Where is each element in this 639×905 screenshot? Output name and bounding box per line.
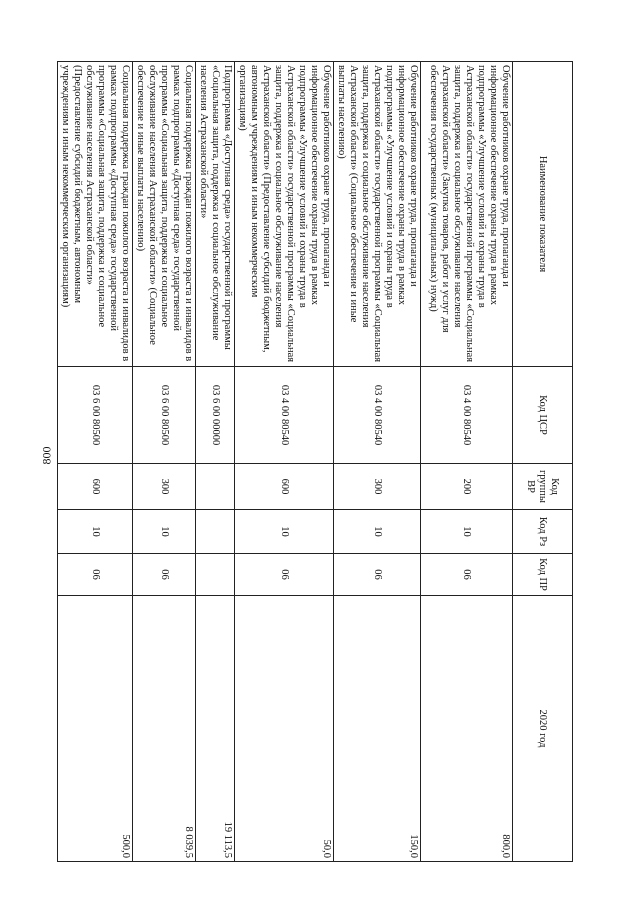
row-csr: 03 6 00 00000 (196, 367, 235, 464)
row-name: Социальная поддержка граждан пожилого возраста и инвалидов в рамках подпрограммы «Доступная среда» государственной программы «Социальная защита, поддержка и социальное обслуживание населения Астраханской области» (Социальное обеспечение и иные выплаты населению) (133, 62, 196, 367)
row-pr (196, 554, 235, 596)
row-pr: 06 (421, 554, 513, 596)
row-csr: 03 4 00 80540 (421, 367, 513, 464)
header-csr: Код ЦСР (513, 367, 573, 464)
row-amount: 8 039,5 (133, 596, 196, 862)
row-rz: 10 (58, 510, 133, 554)
row-pr: 06 (235, 554, 334, 596)
page-number: 800 (39, 446, 54, 465)
row-vr: 600 (58, 464, 133, 510)
header-vr: Код группы ВР (513, 464, 573, 510)
table-row (235, 62, 334, 862)
row-name: Обучение работников охране труда, пропаганда и информационное обеспечение охраны труда в рамках подпрограммы «Улучшение условий и охраны труда в Астраханской области» государственной программы «Социальная защита, поддержка и социальное обслуживание населения Астраханской области» (Социальное обеспечение и иные выплаты населению) (334, 62, 421, 367)
row-rz: 10 (334, 510, 421, 554)
table-row (196, 62, 235, 862)
row-pr: 06 (334, 554, 421, 596)
row-amount: 800,0 (421, 596, 513, 862)
row-amount: 19 113,5 (196, 596, 235, 862)
row-rz: 10 (133, 510, 196, 554)
row-pr: 06 (133, 554, 196, 596)
row-rz (196, 510, 235, 554)
row-vr: 300 (334, 464, 421, 510)
header-rz: Код Рз (513, 510, 573, 554)
row-csr: 03 6 00 80500 (133, 367, 196, 464)
header-name: Наименование показателя (513, 62, 573, 367)
header-pr: Код ПР (513, 554, 573, 596)
row-vr: 300 (133, 464, 196, 510)
budget-table (57, 61, 573, 862)
row-pr: 06 (58, 554, 133, 596)
header-year: 2020 год (513, 596, 573, 862)
table-row (133, 62, 196, 862)
row-name: Обучение работников охране труда, пропаганда и информационное обеспечение охраны труда в рамках подпрограммы «Улучшение условий и охраны труда в Астраханской области» государственной программы «Социальная защита, поддержка и социальное обслуживание населения Астраханской области» (Закупка товаров, работ и услуг для обеспечения государственных (муниципальных) нужд) (421, 62, 513, 367)
row-csr: 03 6 00 80500 (58, 367, 133, 464)
row-vr: 200 (421, 464, 513, 510)
row-vr: 600 (235, 464, 334, 510)
row-rz: 10 (421, 510, 513, 554)
row-csr: 03 4 00 80540 (235, 367, 334, 464)
row-rz: 10 (235, 510, 334, 554)
table-row (58, 62, 133, 862)
row-amount: 50,0 (235, 596, 334, 862)
row-csr: 03 4 00 80540 (334, 367, 421, 464)
row-name: Подпрограмма «Доступная среда» государственной программы «Социальная защита, поддержка и социальное обслуживание населения Астраханской области» (196, 62, 235, 367)
table-row (334, 62, 421, 862)
row-amount: 500,0 (58, 596, 133, 862)
row-vr (196, 464, 235, 510)
header-row (513, 62, 573, 862)
table-row (421, 62, 513, 862)
row-amount: 150,0 (334, 596, 421, 862)
rotated-table-wrapper (60, 61, 573, 861)
row-name: Обучение работников охране труда, пропаганда и информационное обеспечение охраны труда в рамках подпрограммы «Улучшение условий и охраны труда в Астраханской области» государственной программы «Социальная защита, поддержка и социальное обслуживание населения Астраханской области» (Предоставление субсидий бюджетным, автономным учреждениям и иным некоммерческим организациям) (235, 62, 334, 367)
row-name: Социальная поддержка граждан пожилого возраста и инвалидов в рамках подпрограммы «Доступная среда» государственной программы «Социальная защита, поддержка и социальное обслуживание населения Астраханской области» (Предоставление субсидий бюджетным, автономным учреждениям и иным некоммерческим организациям) (58, 62, 133, 367)
